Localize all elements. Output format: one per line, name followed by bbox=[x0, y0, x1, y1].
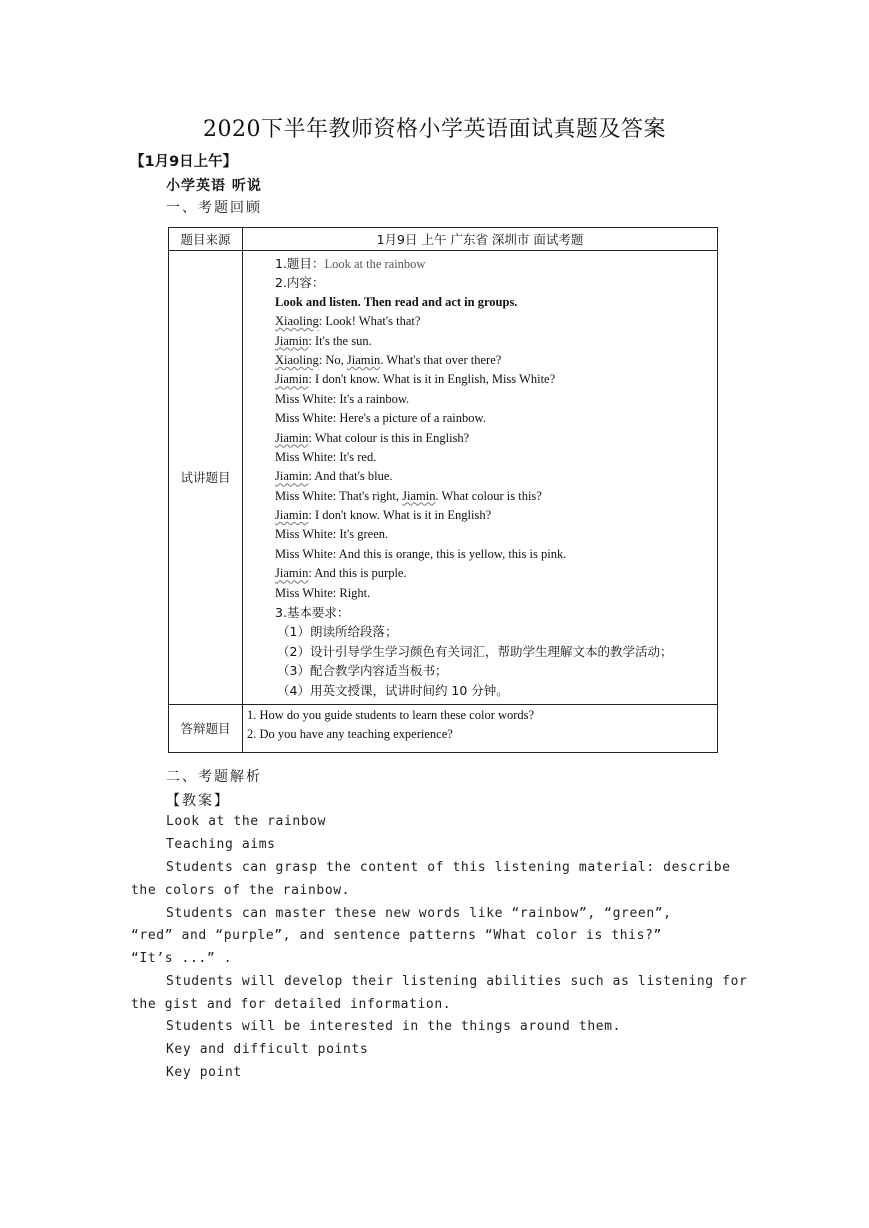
requirement-item: （1）朗读所给段落； bbox=[277, 624, 398, 640]
lesson-plan-line: “red” and “purple”, and sentence patterns “What color is this?” bbox=[131, 928, 662, 943]
defense-label: 答辩题目 bbox=[169, 704, 243, 752]
dialogue-text: . What colour is this? bbox=[435, 488, 542, 503]
lesson-plan-line: Students can master these new words like “rainbow”, “green”, bbox=[166, 906, 672, 921]
source-value: 1月9日 上午 广东省 深圳市 面试考题 bbox=[243, 228, 718, 251]
topic-line bbox=[275, 254, 717, 273]
dialogue-text: : It's the sun. bbox=[308, 333, 372, 348]
requirement-item: （4）用英文授课，试讲时间约 10 分钟。 bbox=[277, 682, 509, 698]
speaker-name: Jiamin bbox=[275, 469, 309, 484]
dialogue-text: : I don't know. What is it in English, Miss White? bbox=[308, 372, 556, 387]
requirements-list bbox=[275, 622, 717, 700]
dialogue-line bbox=[275, 370, 717, 389]
defense-content bbox=[243, 704, 718, 752]
topic-label: 试讲题目 bbox=[169, 251, 243, 705]
lesson-plan-line: the gist and for detailed information. bbox=[131, 997, 452, 1012]
dialogue-line bbox=[275, 351, 717, 370]
dialogue-line bbox=[275, 506, 717, 525]
lesson-plan-line: Students will develop their listening abilities such as listening for bbox=[166, 974, 748, 989]
dialogue-text: Miss White: And this is orange, this is yellow, this is pink. bbox=[275, 546, 567, 561]
table-row-topic bbox=[169, 251, 718, 705]
dialogue-text: Miss White: It's a rainbow. bbox=[275, 391, 410, 406]
speaker-name: Jiamin bbox=[275, 430, 309, 445]
lesson-plan-line: Key and difficult points bbox=[166, 1042, 369, 1057]
dialogue-text: . What's that over there? bbox=[380, 352, 502, 367]
speaker-name: Jiamin bbox=[275, 566, 309, 581]
speaker-name: Xiaoling bbox=[275, 314, 319, 329]
speaker-name: Jiamin bbox=[402, 488, 436, 503]
content-label: 2.内容： bbox=[275, 275, 325, 291]
lesson-plan-label: 【教案】 bbox=[166, 793, 230, 809]
dialogue-text: Miss White: It's green. bbox=[275, 527, 389, 542]
requirement-item: （2）设计引导学生学习颜色有关词汇，帮助学生理解文本的教学活动； bbox=[277, 643, 673, 659]
topic-content bbox=[243, 251, 718, 705]
dialogue-text: : And that's blue. bbox=[308, 469, 393, 484]
source-label: 题目来源 bbox=[169, 228, 243, 251]
dialogue-line bbox=[275, 448, 717, 467]
dialogue-line bbox=[275, 525, 717, 544]
dialogue-line bbox=[275, 487, 717, 506]
dialogue-line bbox=[275, 312, 717, 331]
topic-prefix: 1.题目： bbox=[275, 256, 325, 271]
dialogue-instruction: Look and listen. Then read and act in groups. bbox=[275, 294, 518, 309]
dialogue-text: : No, bbox=[318, 352, 347, 367]
dialogue-line bbox=[275, 467, 717, 486]
dialogue-text: : And this is purple. bbox=[308, 566, 407, 581]
dialogue-text: Miss White: Right. bbox=[275, 585, 371, 600]
dialogue-text: Miss White: That's right, bbox=[275, 488, 403, 503]
lesson-plan-line: Students will be interested in the things around them. bbox=[166, 1019, 622, 1034]
defense-question: 2. Do you have any teaching experience? bbox=[247, 726, 453, 741]
lesson-plan-line: Key point bbox=[166, 1065, 242, 1080]
dialogue-line bbox=[275, 429, 717, 448]
lesson-plan-line: Students can grasp the content of this listening material: describe bbox=[166, 860, 731, 875]
subject-heading: 小学英语 听说 bbox=[166, 178, 262, 194]
speaker-name: Jiamin bbox=[275, 333, 309, 348]
section-heading-analysis: 二、考题解析 bbox=[166, 769, 262, 785]
speaker-name: Xiaoling bbox=[275, 352, 319, 367]
lesson-plan-line: Teaching aims bbox=[166, 837, 276, 852]
dialogue-text: Miss White: Here's a picture of a rainbow. bbox=[275, 411, 486, 426]
dialogue-line bbox=[275, 545, 717, 564]
lesson-plan-line: Look at the rainbow bbox=[166, 814, 327, 829]
requirements-label: 3.基本要求： bbox=[275, 605, 350, 621]
dialogue-text: : Look! What's that? bbox=[318, 314, 421, 329]
lesson-plan-line: “It’s ...” . bbox=[131, 951, 233, 966]
dialogue-line bbox=[275, 564, 717, 583]
defense-question: 1. How do you guide students to learn these color words? bbox=[247, 707, 535, 722]
dialogue-text: Miss White: It's red. bbox=[275, 449, 377, 464]
dialogue-text: : I don't know. What is it in English? bbox=[308, 508, 492, 523]
dialogue-text: : What colour is this in English? bbox=[308, 430, 470, 445]
table-row-source bbox=[169, 228, 718, 251]
speaker-name: Jiamin bbox=[275, 372, 309, 387]
exam-table bbox=[168, 227, 718, 753]
requirement-item: （3）配合教学内容适当板书； bbox=[277, 663, 448, 679]
dialogue-line bbox=[275, 409, 717, 428]
speaker-name: Jiamin bbox=[275, 508, 309, 523]
dialogue bbox=[275, 312, 717, 603]
dialogue-line bbox=[275, 584, 717, 603]
dialogue-line bbox=[275, 390, 717, 409]
table-row-defense bbox=[169, 704, 718, 752]
topic-value: Look at the rainbow bbox=[324, 257, 426, 271]
session-heading: 【1月9日上午】 bbox=[130, 154, 238, 170]
lesson-plan-line: the colors of the rainbow. bbox=[131, 883, 351, 898]
section-heading-review: 一、考题回顾 bbox=[166, 200, 262, 216]
dialogue-line bbox=[275, 332, 717, 351]
page-title: 2020下半年教师资格小学英语面试真题及答案 bbox=[203, 117, 666, 142]
speaker-name: Jiamin bbox=[346, 352, 381, 367]
